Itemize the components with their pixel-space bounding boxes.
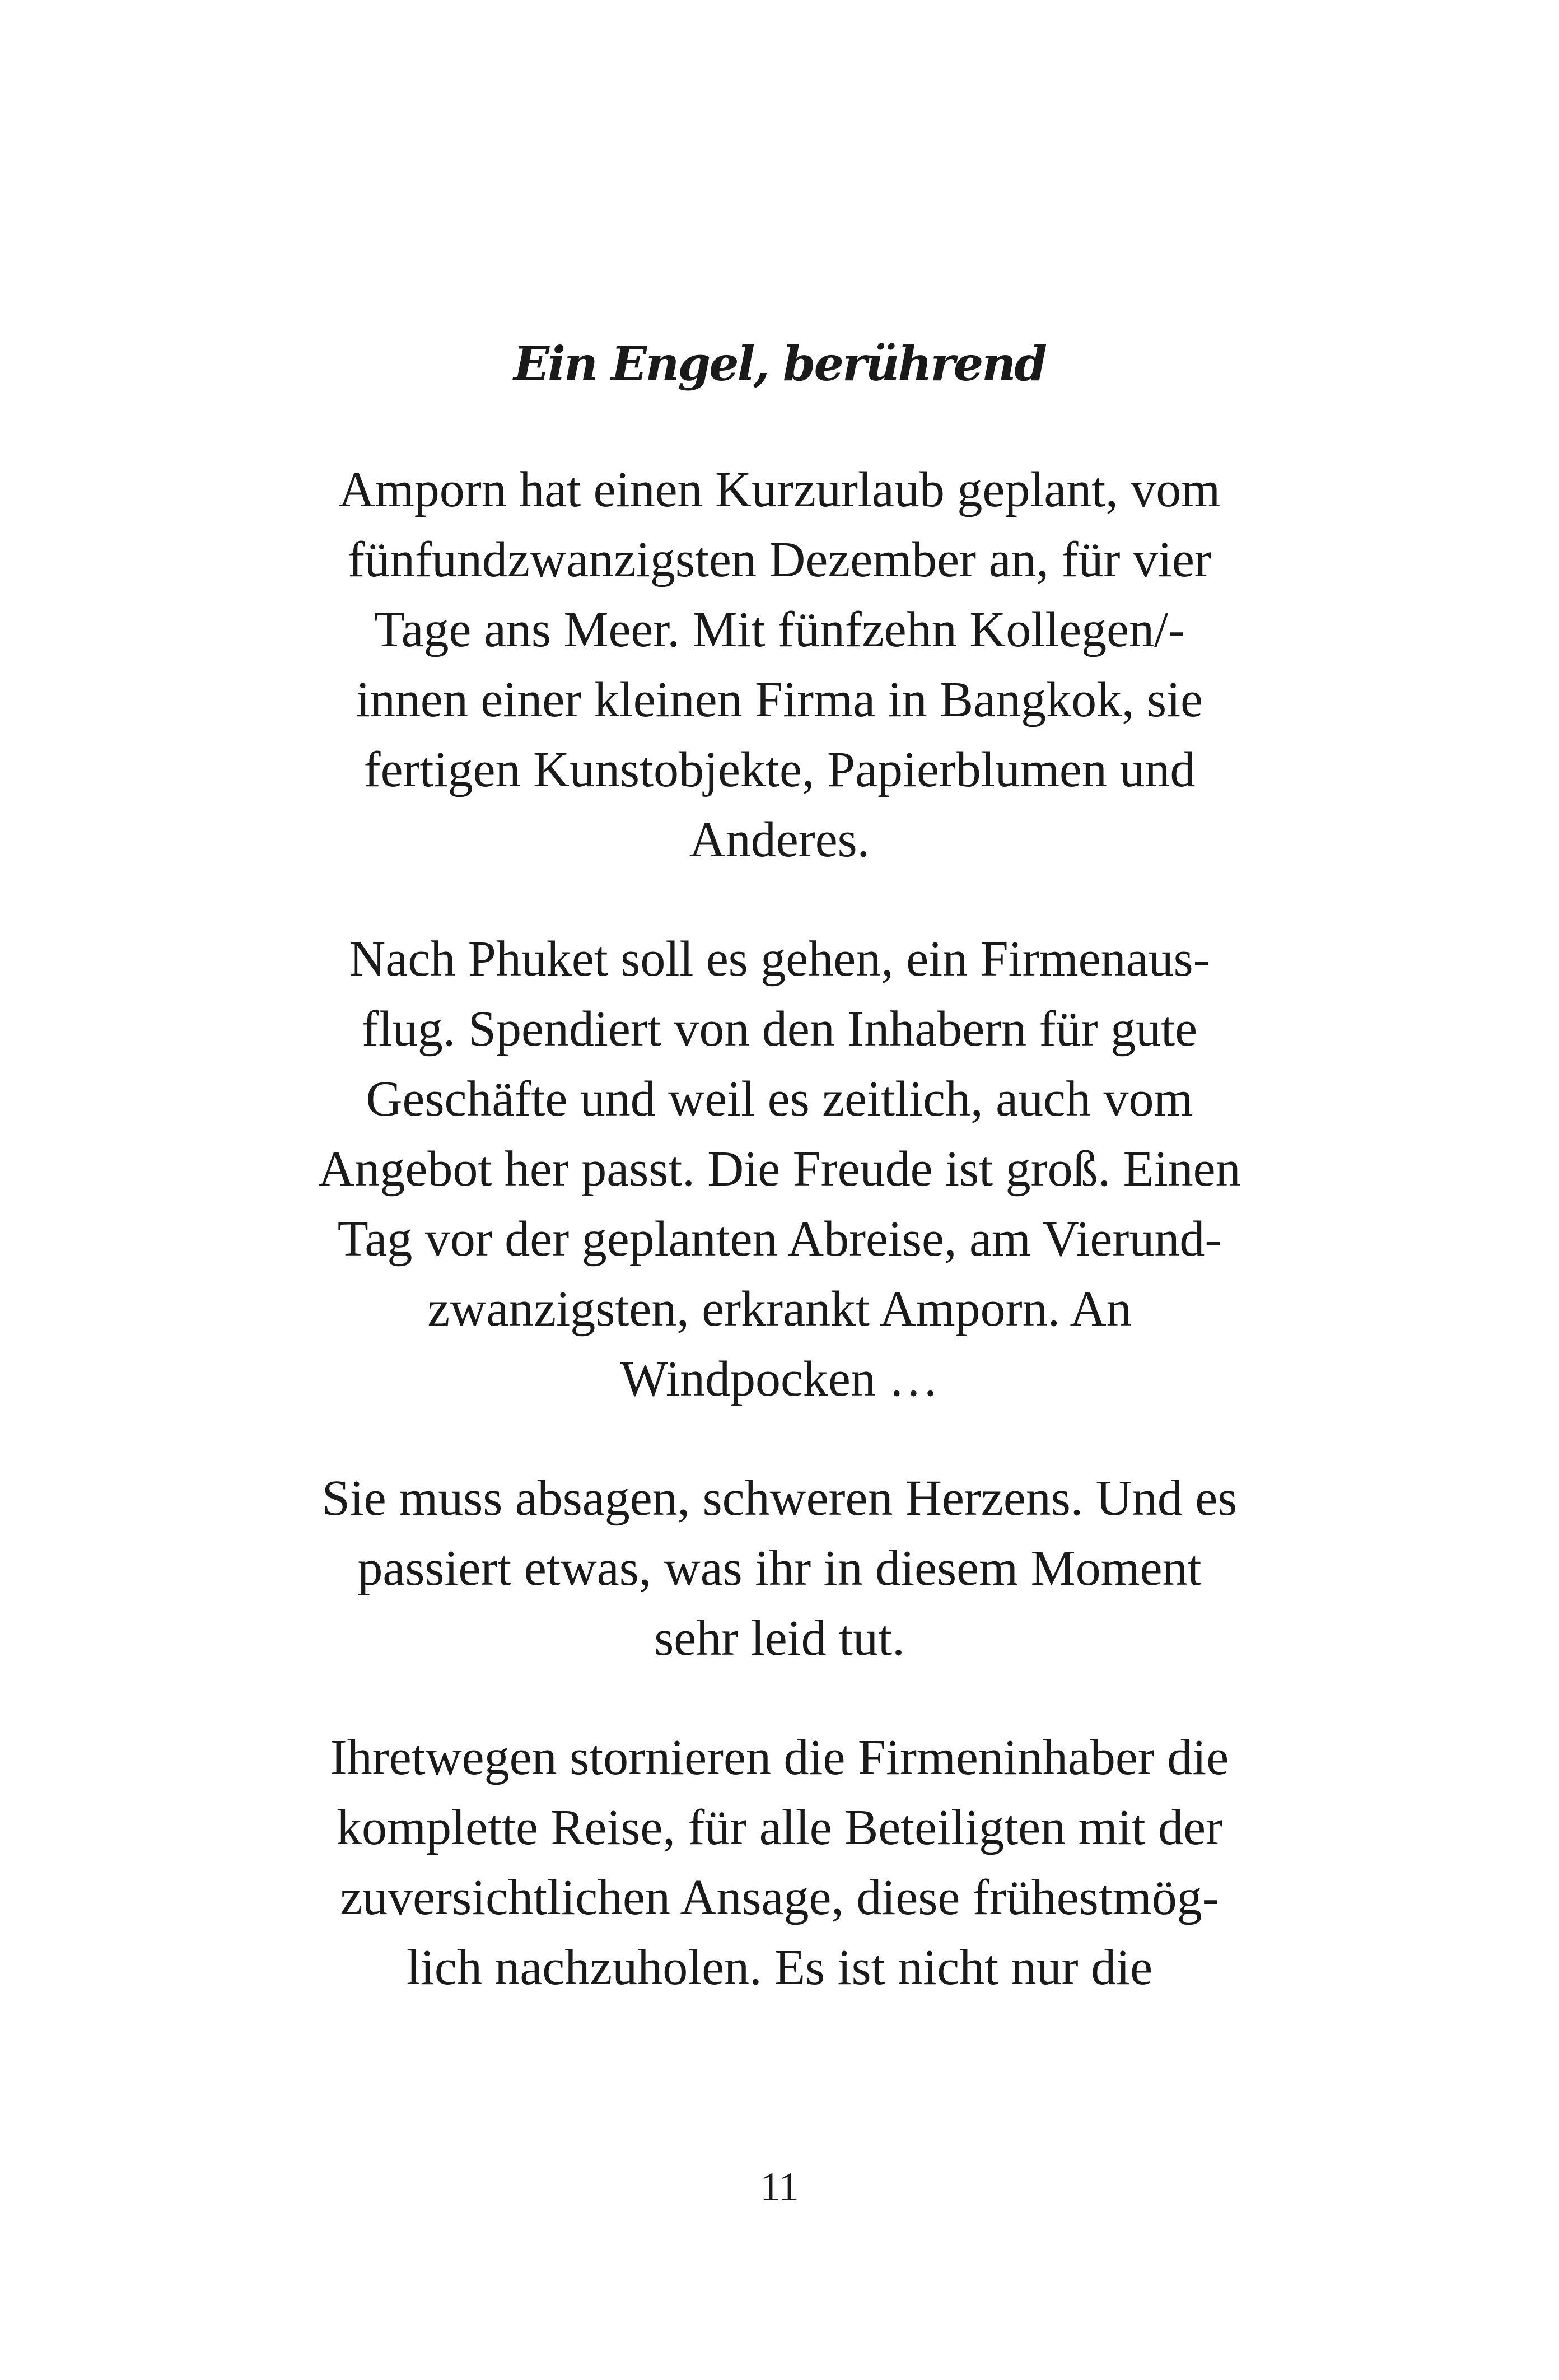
text-line: Geschäfte und weil es zeitlich, auch vom (366, 1071, 1193, 1127)
text-line: flug. Spendiert von den Inhabern für gute (361, 1001, 1198, 1057)
paragraph-4 (246, 1723, 1313, 2003)
text-line: Angebot her passt. Die Freude ist groß. Einen (318, 1141, 1241, 1197)
text-line: komplette Reise, für alle Beteiligten mit der (336, 1800, 1223, 1855)
paragraph-1 (246, 455, 1313, 875)
text-line: Anderes. (689, 812, 870, 867)
text-line: zwanzigsten, erkrankt Amporn. An (427, 1281, 1132, 1337)
text-line: Ihretwegen stornieren die Firmeninhaber die (330, 1730, 1229, 1785)
page-number: 11 (760, 2164, 799, 2209)
chapter-body (246, 455, 1313, 2052)
text-line: Windpocken … (620, 1351, 939, 1407)
text-line: fertigen Kunstobjekte, Papierblumen und (363, 742, 1196, 797)
text-line: Tag vor der geplanten Abreise, am Vierund- (337, 1211, 1222, 1267)
text-line: sehr leid tut. (654, 1611, 905, 1666)
text-line: innen einer kleinen Firma in Bangkok, sie (356, 672, 1203, 727)
text-line: Nach Phuket soll es gehen, ein Firmenaus- (349, 931, 1210, 987)
text-line: passiert etwas, was ihr in diesem Moment (357, 1541, 1202, 1596)
text-line: lich nachzuholen. Es ist nicht nur die (406, 1940, 1153, 1995)
text-line: fünfundzwanzigsten Dezember an, für vier (348, 532, 1211, 587)
chapter-title: Ein Engel, berührend (513, 336, 1045, 391)
text-line: zuversichtlichen Ansage, diese frühestmög- (340, 1870, 1219, 1925)
text-line: Tage ans Meer. Mit fünfzehn Kollegen/- (374, 602, 1185, 657)
text-line: Amporn hat einen Kurzurlaub geplant, vom (338, 462, 1221, 517)
text-line: Sie muss absagen, schweren Herzens. Und es (321, 1471, 1238, 1526)
paragraph-2 (246, 924, 1313, 1414)
paragraph-3 (246, 1463, 1313, 1673)
